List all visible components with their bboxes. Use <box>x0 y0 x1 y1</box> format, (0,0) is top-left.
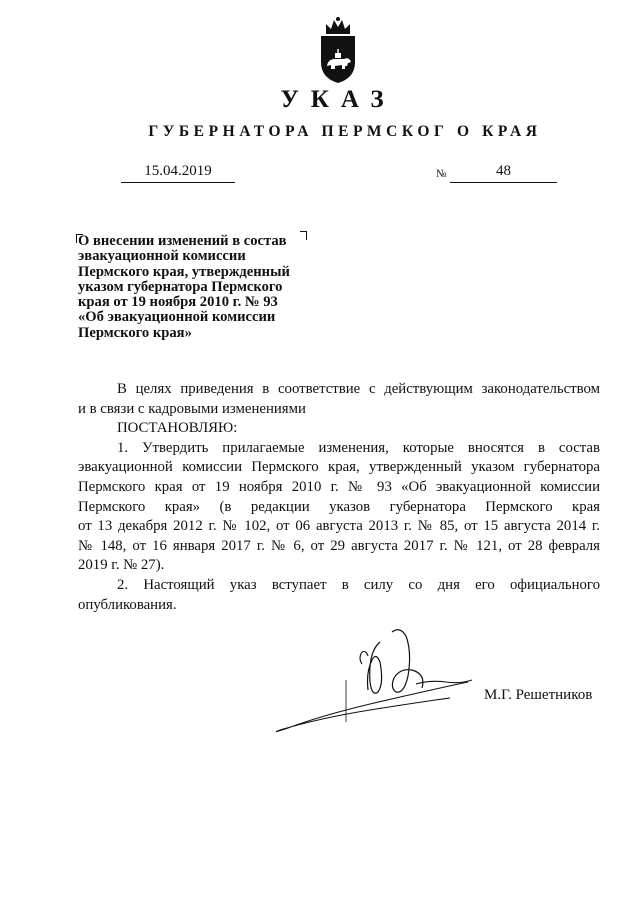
decree-title: УКАЗ <box>280 86 396 113</box>
body-line: от 13 декабря 2012 г. № 102, от 06 августа 2013 г. № 85, от 15 августа 2014 г. <box>78 518 600 535</box>
subject-line: края от 19 ноября 2010 г. № 93 <box>78 294 278 311</box>
body-line: ПОСТАНОВЛЯЮ: <box>117 420 238 437</box>
signer-name: М.Г. Решетников <box>484 687 593 703</box>
decree-body <box>78 380 600 615</box>
perm-krai-coat-of-arms-icon <box>318 16 358 84</box>
decree-issuer: ГУБЕРНАТОРА ПЕРМСКОГ О КРАЯ <box>148 123 542 140</box>
decree-date: 15.04.2019 <box>121 160 235 183</box>
body-line: эвакуационной комиссии Пермского края, утвержденный указом губернатора <box>78 459 600 476</box>
subject-line: О внесении изменений в состав <box>78 233 287 249</box>
body-line: В целях приведения в соответствие с действующим законодательством <box>117 381 600 397</box>
subject-line: Пермского края» <box>78 324 192 341</box>
body-line: 2. Настоящий указ вступает в силу со дня его официального <box>117 576 600 593</box>
decree-number-label: № <box>436 168 447 180</box>
subject-line: эвакуационной комиссии <box>78 248 246 265</box>
body-line: Пермского края» (в редакции указов губернатора Пермского края <box>78 498 600 515</box>
subject-line: «Об эвакуационной комиссии <box>78 309 276 326</box>
body-line: 1. Утвердить прилагаемые изменения, которые вносятся в состав <box>117 439 600 456</box>
body-line: опубликования. <box>78 596 177 613</box>
body-line: № 148, от 16 января 2017 г. № 6, от 29 августа 2017 г. № 121, от 28 февраля <box>78 537 600 554</box>
subject-line: указом губернатора Пермского <box>78 278 283 295</box>
handwritten-signature <box>250 622 490 742</box>
body-line: 2019 г. № 27). <box>78 557 165 574</box>
decree-subject <box>78 234 318 341</box>
body-line: Пермского края от 19 ноября 2010 г. № 93 «Об эвакуационной комиссии <box>78 478 600 495</box>
subject-line: Пермского края, утвержденный <box>78 263 290 280</box>
decree-number: 48 <box>450 160 557 183</box>
body-line: и в связи с кадровыми изменениями <box>78 400 306 417</box>
